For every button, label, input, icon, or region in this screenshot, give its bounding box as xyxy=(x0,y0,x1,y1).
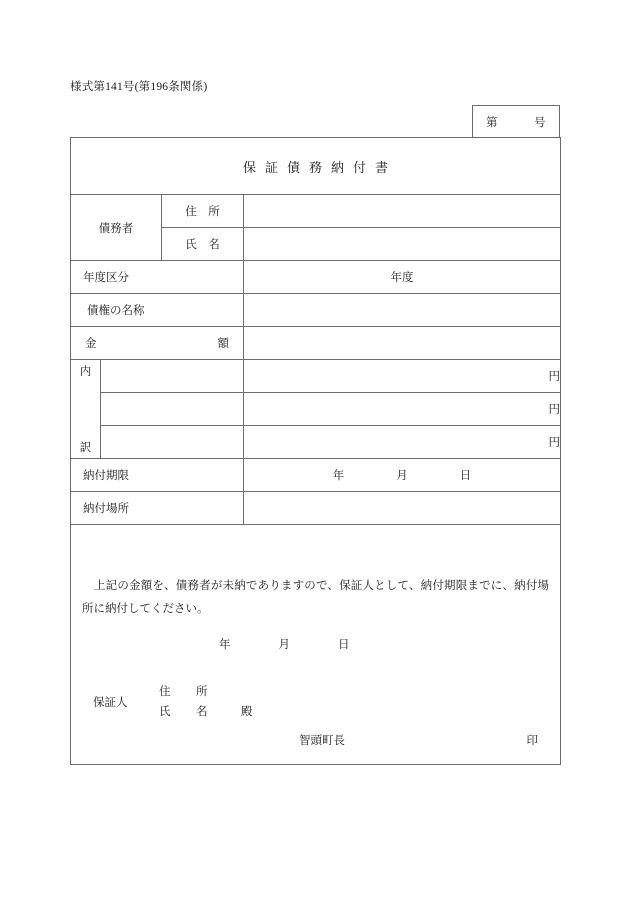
table-row-breakdown-1 xyxy=(71,360,561,393)
debtor-address-value[interactable] xyxy=(244,195,561,228)
breakdown-description-3[interactable] xyxy=(101,426,244,459)
seal-mark: 印 xyxy=(526,735,539,747)
document-title-cell xyxy=(71,138,561,195)
claim-name-label: 債権の名称 xyxy=(87,305,145,317)
signature-date-day-label: 日 xyxy=(338,639,350,652)
amount-label-char-2: 額 xyxy=(217,338,229,350)
fiscal-year-value[interactable]: 年度 xyxy=(244,261,561,294)
table-row-breakdown-3 xyxy=(71,426,561,459)
claim-name-label-cell xyxy=(71,294,244,327)
signature-date-month-label: 月 xyxy=(278,639,290,652)
table-row-debtor-address xyxy=(71,195,561,228)
due-date-value-cell[interactable] xyxy=(244,459,561,492)
guarantor-address-row[interactable] xyxy=(159,682,253,702)
guarantor-block xyxy=(71,682,560,722)
guarantor-name-row[interactable] xyxy=(159,702,253,722)
table-row-due-date xyxy=(71,459,561,492)
table-row-statement xyxy=(71,525,561,765)
due-date-year-label: 年 xyxy=(332,470,345,482)
amount-label xyxy=(71,335,243,351)
statement-paragraph: 上記の金額を、債務者が未納でありますので、保証人として、納付期限までに、納付場所に納付してください。 xyxy=(82,580,550,615)
fiscal-year-label-cell xyxy=(71,261,244,294)
payment-place-label-cell xyxy=(71,492,244,525)
table-row-amount xyxy=(71,327,561,360)
payment-place-label: 納付場所 xyxy=(83,503,129,515)
breakdown-unit-3: 円 xyxy=(244,426,561,459)
amount-label-char-1: 金 xyxy=(85,338,97,350)
debtor-name-value[interactable] xyxy=(244,228,561,261)
form-number: 様式第141号(第196条関係) xyxy=(70,81,208,93)
due-date-line xyxy=(244,467,560,483)
amount-label-cell xyxy=(71,327,244,360)
mayor-signature-row xyxy=(71,732,560,748)
breakdown-unit-2: 円 xyxy=(244,393,561,426)
claim-name-value[interactable] xyxy=(244,294,561,327)
guarantor-fields xyxy=(159,682,253,722)
due-date-label-cell xyxy=(71,459,244,492)
breakdown-description-2[interactable] xyxy=(101,393,244,426)
breakdown-label-bottom: 訳 xyxy=(79,442,92,454)
breakdown-label-cell xyxy=(71,360,101,459)
table-row-payment-place xyxy=(71,492,561,525)
breakdown-label-top: 内 xyxy=(79,366,92,378)
guarantor-label: 保証人 xyxy=(93,697,128,710)
due-date-label: 納付期限 xyxy=(83,470,129,482)
breakdown-description-1[interactable] xyxy=(101,360,244,393)
guarantor-name-label: 氏 名 xyxy=(159,706,215,719)
serial-number-label: 第 号 xyxy=(486,116,546,129)
statement-cell xyxy=(71,525,561,765)
amount-value[interactable] xyxy=(244,327,561,360)
signature-date-year-label: 年 xyxy=(219,639,231,652)
debtor-label: 債務者 xyxy=(71,195,162,261)
table-row-fiscal-year xyxy=(71,261,561,294)
debtor-address-label: 住 所 xyxy=(162,195,244,228)
due-date-month-label: 月 xyxy=(396,470,408,482)
due-date-day-label: 日 xyxy=(459,470,472,482)
breakdown-unit-1: 円 xyxy=(244,360,561,393)
table-row-title xyxy=(71,138,561,195)
payment-place-value[interactable] xyxy=(244,492,561,525)
guarantor-honorific: 殿 xyxy=(241,706,253,719)
document-title: 保証債務納付書 xyxy=(243,159,398,175)
table-row-claim-name xyxy=(71,294,561,327)
guarantor-address-label: 住 所 xyxy=(159,686,215,699)
debtor-name-label: 氏 名 xyxy=(162,228,244,261)
payment-notice-table xyxy=(70,137,561,765)
table-row-breakdown-2 xyxy=(71,393,561,426)
signature-date-line[interactable] xyxy=(71,636,560,652)
serial-number-box xyxy=(472,105,560,138)
fiscal-year-label: 年度区分 xyxy=(83,272,129,284)
mayor-title: 智頭町長 xyxy=(299,735,345,747)
